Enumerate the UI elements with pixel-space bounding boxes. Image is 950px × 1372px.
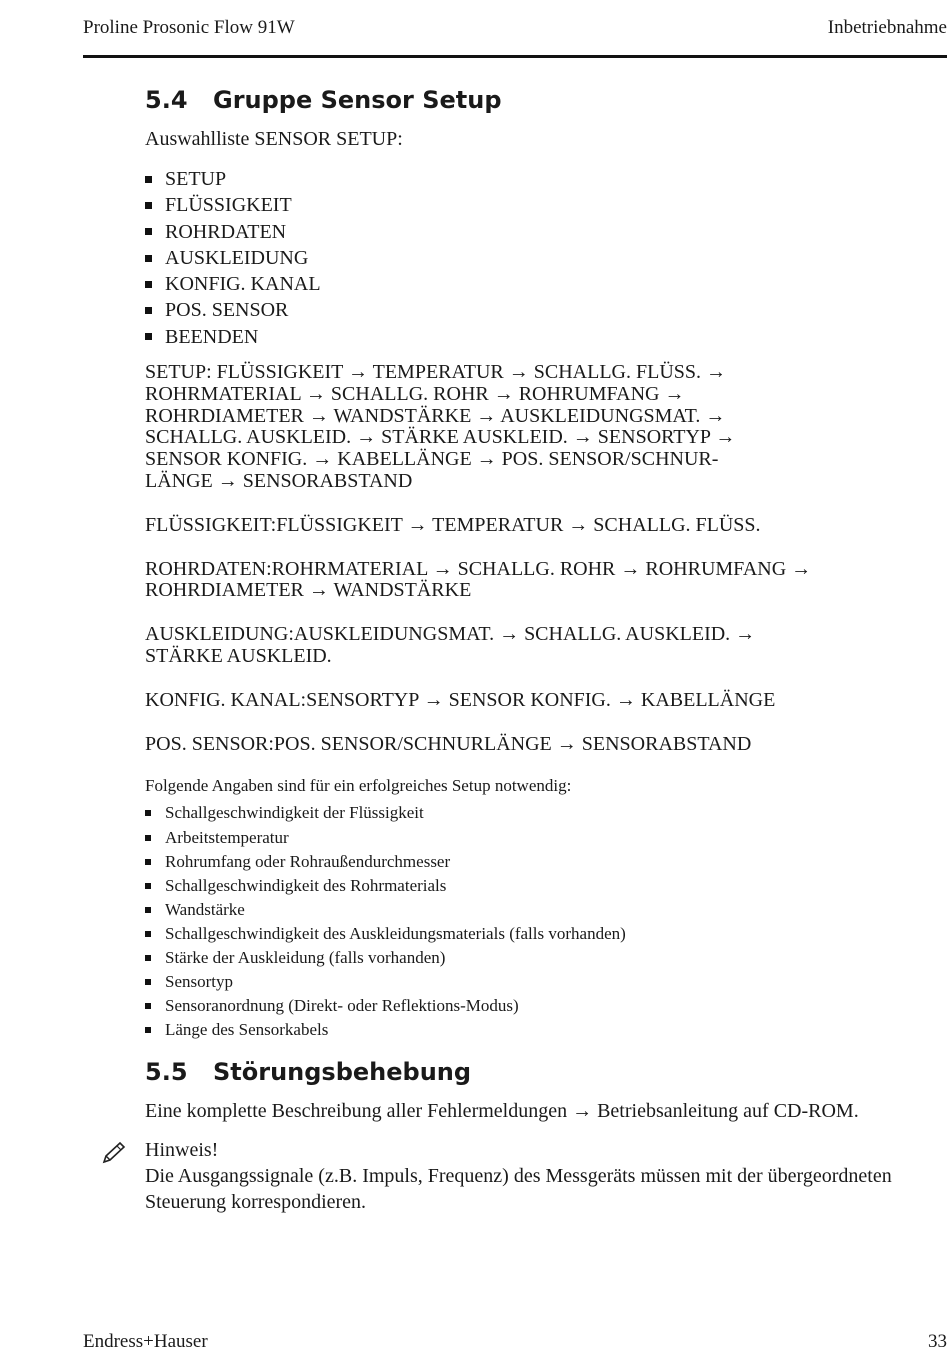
header-title: Proline Prosonic Flow 91W xyxy=(83,17,295,38)
note-block xyxy=(145,1137,945,1215)
section-heading-5-4 xyxy=(145,84,945,116)
section-heading-5-5 xyxy=(145,1056,945,1088)
list-item: FLÜSSIGKEIT xyxy=(145,192,945,218)
bullet-icon xyxy=(145,255,152,262)
bullet-icon xyxy=(145,955,151,961)
list-item: Schallgeschwindigkeit der Flüssigkeit xyxy=(145,801,945,825)
bullet-icon xyxy=(145,202,152,209)
bullet-icon xyxy=(145,1003,151,1009)
bullet-icon xyxy=(145,1027,151,1033)
note-title: Hinweis! xyxy=(145,1139,219,1162)
list-item: KONFIG. KANAL xyxy=(145,271,945,297)
list-item: SETUP xyxy=(145,166,945,192)
bullet-icon xyxy=(145,307,152,314)
konfig-kanal-sequence: KONFIG. KANAL:SENSORTYP → SENSOR KONFIG. → KABELLÄNGE xyxy=(145,688,776,711)
list-item: Wandstärke xyxy=(145,898,945,922)
list-item: Rohrumfang oder Rohraußendurchmesser xyxy=(145,850,945,874)
list-item: Länge des Sensorkabels xyxy=(145,1018,945,1042)
list-item: Schallgeschwindigkeit des Rohrmaterials xyxy=(145,874,945,898)
sensor-setup-list xyxy=(145,166,945,350)
section-number: 5.5 xyxy=(145,1058,188,1087)
bullet-icon xyxy=(145,333,152,340)
bullet-icon xyxy=(145,176,152,183)
note-line: Die Ausgangssignale (z.B. Impuls, Frequenz) des Messgeräts müssen mit der übergeordneten xyxy=(145,1165,892,1188)
requirements-intro: Folgende Angaben sind für ein erfolgreiches Setup notwendig: xyxy=(145,776,572,796)
bullet-icon xyxy=(145,859,151,865)
list-item: Stärke der Auskleidung (falls vorhanden) xyxy=(145,946,945,970)
requirements-list xyxy=(145,801,945,1042)
bullet-icon xyxy=(145,931,151,937)
list-item: AUSKLEIDUNG xyxy=(145,245,945,271)
note-line: Steuerung korrespondieren. xyxy=(145,1191,367,1214)
header-rule xyxy=(83,55,947,58)
footer-brand: Endress+Hauser xyxy=(83,1331,208,1352)
bullet-icon xyxy=(145,883,151,889)
page-content xyxy=(145,84,945,1215)
bullet-icon xyxy=(145,835,151,841)
setup-sequence: SETUP: FLÜSSIGKEIT → TEMPERATUR → SCHALLG. FLÜSS. → ROHRMATERIAL → SCHALLG. ROHR → ROHRUMFANG → ROHRDIAMETER → WANDSTÄRKE → AUSKLEIDUNGSMAT. → SCHALLG. AUSKLEID. → STÄRKE AUSKLEID. → SENSORTYP → SENSOR KONFIG. → KABELLÄNGE → POS. SENSOR/SCHNUR- LÄNGE → SENSORABSTAND xyxy=(145,361,736,493)
list-item: Sensoranordnung (Direkt- oder Reflektions-Modus) xyxy=(145,994,945,1018)
fluessigkeit-sequence: FLÜSSIGKEIT:FLÜSSIGKEIT → TEMPERATUR → SCHALLG. FLÜSS. xyxy=(145,513,761,536)
list-item: Sensortyp xyxy=(145,970,945,994)
section-title: Störungsbehebung xyxy=(213,1058,472,1087)
list-item: ROHRDATEN xyxy=(145,219,945,245)
list-item: POS. SENSOR xyxy=(145,297,945,323)
bullet-icon xyxy=(145,810,151,816)
page-number: 33 xyxy=(928,1331,947,1352)
auskleidung-sequence: AUSKLEIDUNG:AUSKLEIDUNGSMAT. → SCHALLG. AUSKLEID. → STÄRKE AUSKLEID. xyxy=(145,623,756,668)
list-item: Schallgeschwindigkeit des Auskleidungsmaterials (falls vorhanden) xyxy=(145,922,945,946)
list-item: BEENDEN xyxy=(145,324,945,350)
header-section: Inbetriebnahme xyxy=(827,17,947,38)
rohrdaten-sequence: ROHRDATEN:ROHRMATERIAL → SCHALLG. ROHR → ROHRUMFANG → ROHRDIAMETER → WANDSTÄRKE xyxy=(145,557,812,602)
section-title: Gruppe Sensor Setup xyxy=(213,86,502,114)
section-number: 5.4 xyxy=(145,86,188,114)
bullet-icon xyxy=(145,979,151,985)
pos-sensor-sequence: POS. SENSOR:POS. SENSOR/SCHNURLÄNGE → SENSORABSTAND xyxy=(145,732,752,755)
intro-text: Auswahlliste SENSOR SETUP: xyxy=(145,128,403,150)
bullet-icon xyxy=(145,281,152,288)
bullet-icon xyxy=(145,228,152,235)
pencil-icon xyxy=(100,1140,128,1173)
list-item: Arbeitstemperatur xyxy=(145,826,945,850)
bullet-icon xyxy=(145,907,151,913)
troubleshooting-text: Eine komplette Beschreibung aller Fehlermeldungen → Betriebsanleitung auf CD-ROM. xyxy=(145,1100,859,1123)
